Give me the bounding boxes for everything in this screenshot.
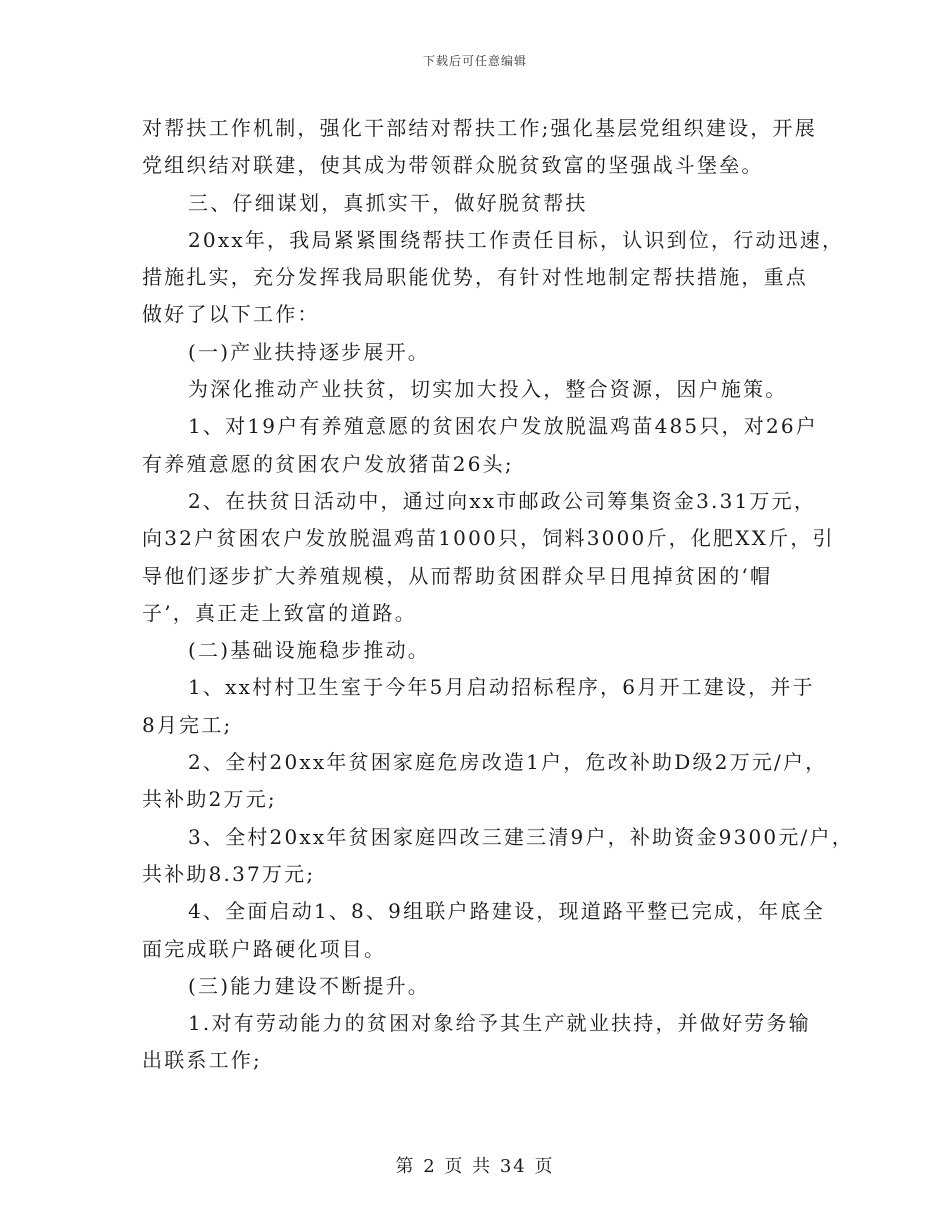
page-number-footer: 第 2 页 共 34 页 (395, 1156, 555, 1177)
text-line: 向32户贫困农户发放脱温鸡苗1000只，饲料3000斤，化肥XX斤，引 (142, 526, 835, 551)
text-line: 出联系工作; (142, 1048, 262, 1073)
text-line: (一)产业扶持逐步展开。 (188, 339, 431, 364)
text-line: 共补助2万元; (142, 787, 277, 812)
page-header: 下载后可任意编辑 (422, 54, 527, 68)
text-line: 子’，真正走上致富的道路。 (142, 600, 417, 625)
text-line: 有养殖意愿的贫困农户发放猪苗26头; (142, 451, 514, 476)
text-line: 4、全面启动1、8、9组联户路建设，现道路平整已完成，年底全 (188, 899, 825, 924)
text-line: 三、仔细谋划，真抓实干，做好脱贫帮扶 (188, 190, 588, 215)
text-line: (三)能力建设不断提升。 (188, 973, 431, 998)
text-line: 措施扎实，充分发挥我局职能优势，有针对性地制定帮扶措施，重点 (142, 265, 808, 290)
text-line: 做好了以下工作： (142, 302, 320, 327)
text-line: 对帮扶工作机制，强化干部结对帮扶工作;强化基层党组织建设，开展 (142, 116, 817, 140)
text-line: 1、对19户有养殖意愿的贫困农户发放脱温鸡苗485只，对26户 (188, 414, 818, 439)
text-line: 党组织结对联建，使其成为带领群众脱贫致富的坚强战斗堡垒。 (142, 153, 764, 178)
text-line: 共补助8.37万元; (142, 861, 316, 886)
text-line: 2、在扶贫日活动中，通过向xx市邮政公司筹集资金3.31万元， (188, 488, 817, 513)
text-line: 1.对有劳动能力的贫困对象给予其生产就业扶持，并做好劳务输 (188, 1011, 811, 1036)
text-line: 导他们逐步扩大养殖规模，从而帮助贫困群众早日甩掉贫困的‘帽 (142, 563, 773, 588)
text-line: 20xx年，我局紧紧围绕帮扶工作责任目标，认识到位，行动迅速， (188, 227, 845, 252)
text-line: (二)基础设施稳步推动。 (188, 638, 431, 663)
text-line: 2、全村20xx年贫困家庭危房改造1户，危改补助D级2万元/户， (188, 750, 828, 775)
text-line: 为深化推动产业扶贫，切实加大投入，整合资源，因户施策。 (188, 377, 788, 402)
text-line: 面完成联户路硬化项目。 (142, 936, 387, 961)
text-line: 3、全村20xx年贫困家庭四改三建三清9户，补助资金9300元/户， (188, 824, 854, 849)
text-line: 1、xx村村卫生室于今年5月启动招标程序，6月开工建设，并于 (188, 675, 815, 700)
document-body (142, 110, 854, 1080)
text-line: 8月完工; (142, 712, 233, 737)
